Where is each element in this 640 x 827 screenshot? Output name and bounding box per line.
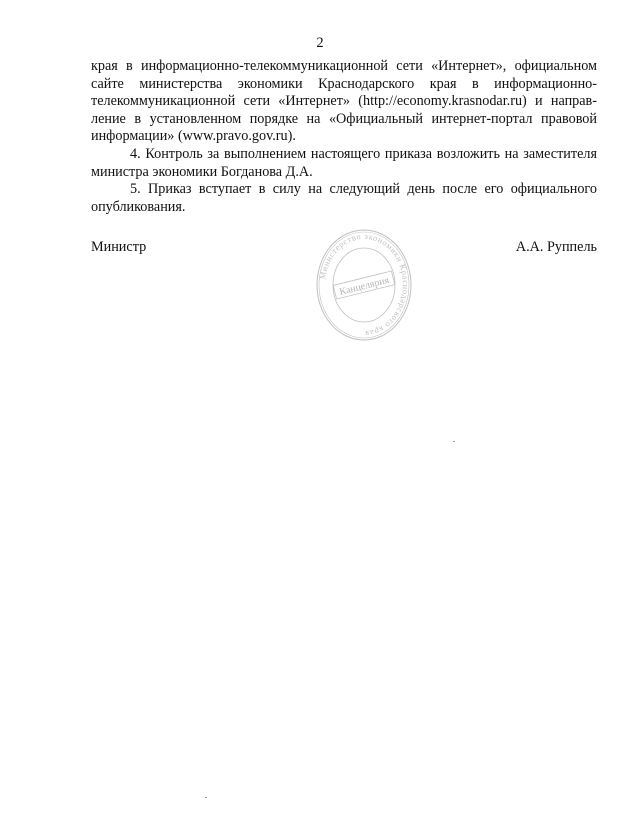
scan-speck (453, 441, 455, 442)
paragraph-continuation: края в информационно-телекоммуникационной сети «Интернет», официальном сайте министерства экономики Краснодарского края в информационно-телекоммуникационной сети «Интернет» (http://economy.krasnodar.ru) и направление в установленном порядке на «Официальный интернет-портал правовой информации» (www.pravo.gov.ru). (91, 58, 597, 145)
document-body (91, 58, 597, 216)
paragraph-item-5: 5. Приказ вступает в силу на следующий день после его официального опубликования. (91, 181, 597, 215)
paragraph-item-4: 4. Контроль за выполнением настоящего приказа возложить на заместителя министра экономики Богданова Д.А. (91, 145, 597, 180)
page-number: 2 (316, 35, 324, 51)
office-stamp (316, 228, 412, 342)
scan-speck (205, 797, 207, 798)
signatory-title: Министр (91, 239, 147, 255)
stamp-ring-text: Министерство экономики Краснодарского края (318, 231, 411, 339)
stamp-center-text: Канцелярия (338, 274, 391, 298)
signatory-name: А.А. Руппель (515, 239, 597, 255)
